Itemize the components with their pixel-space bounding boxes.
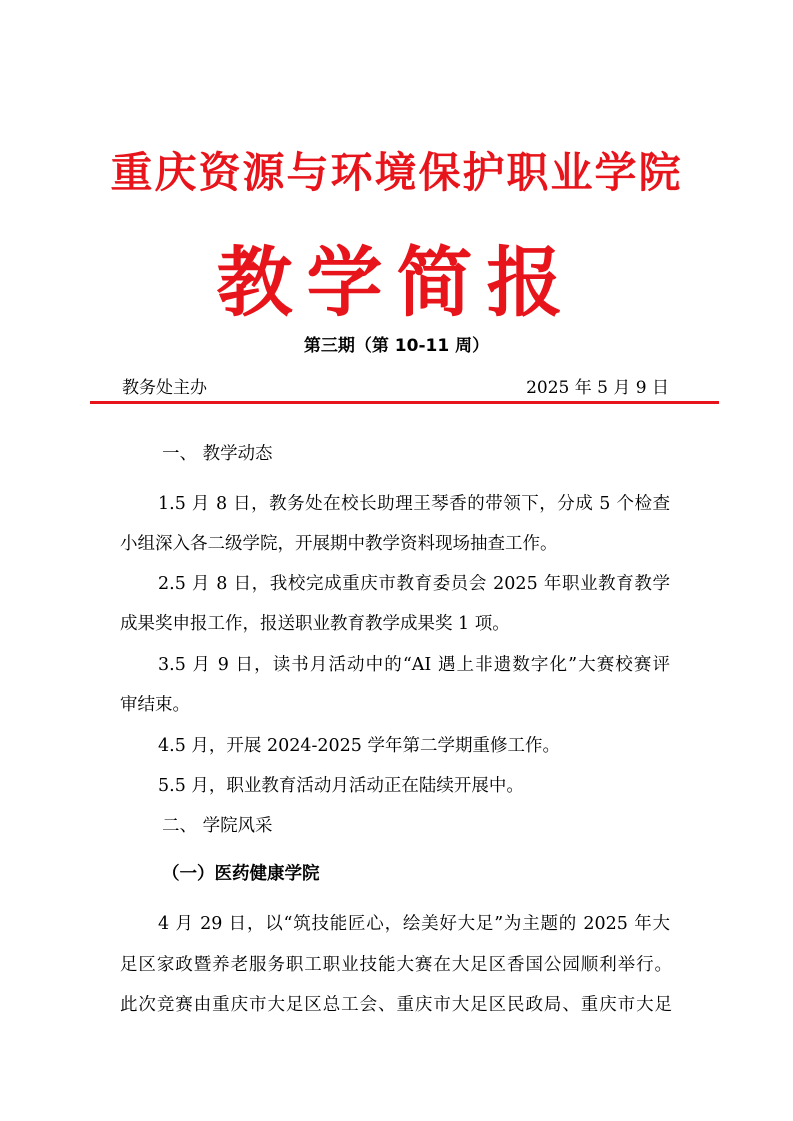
paragraph-line-3: 此次竞赛由重庆市大足区总工会、重庆市大足区民政局、重庆市大足 [120, 995, 672, 1015]
paragraph-line-1: 4 月 29 日，以“筑技能匠心，绘美好大足”为主题的 2025 年大 [158, 914, 670, 934]
paragraph-line-2: 足区家政暨养老服务职工职业技能大赛在大足区香国公园顺利举行。 [120, 955, 672, 975]
subheading-medical-health-college: （一）医药健康学院 [162, 864, 320, 884]
section-heading-college-showcase: 二、 学院风采 [162, 816, 273, 836]
news-item-2-line-2: 成果奖申报工作，报送职业教育教学成果奖 1 项。 [120, 614, 510, 634]
news-item-2-line-1: 2.5 月 8 日，我校完成重庆市教育委员会 2025 年职业教育教学 [158, 574, 670, 594]
issue-number: 第三期（第 10-11 周） [303, 336, 490, 356]
news-item-3-line-1: 3.5 月 9 日，读书月活动中的“AI 遇上非遗数字化”大赛校赛评 [158, 655, 670, 675]
news-item-1-line-1: 1.5 月 8 日，教务处在校长助理王琴香的带领下，分成 5 个检查 [158, 494, 670, 514]
organizer: 教务处主办 [122, 378, 207, 398]
news-item-5: 5.5 月，职业教育活动月活动正在陆续开展中。 [158, 776, 524, 796]
issue-date: 2025 年 5 月 9 日 [526, 378, 669, 398]
news-item-4: 4.5 月，开展 2024-2025 学年第二学期重修工作。 [158, 736, 561, 756]
red-divider [90, 401, 719, 404]
school-name: 重庆资源与环境保护职业学院 [110, 148, 683, 197]
briefing-title: 教学简报 [216, 238, 577, 327]
news-item-3-line-2: 审结束。 [120, 695, 190, 715]
section-heading-teaching-news: 一、 教学动态 [162, 444, 273, 464]
news-item-1-line-2: 小组深入各二级学院，开展期中教学资料现场抽查工作。 [120, 534, 558, 554]
